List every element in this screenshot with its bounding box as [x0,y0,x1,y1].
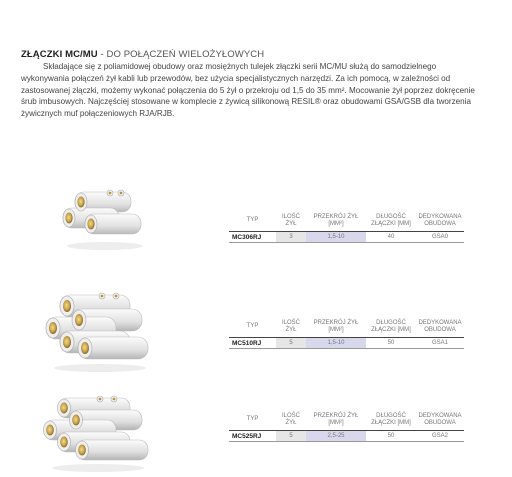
col-obudowa: DEDYKOWANA OBUDOWA [416,211,464,232]
wire-count: 3 [276,232,306,243]
spec-table-header [229,410,464,431]
heading-title: ZŁĄCZKI MC/MU [21,49,98,60]
wire-section: 1,5-10 [306,232,366,243]
col-ilosc: ILOŚĆ ŻYŁ [276,317,306,338]
connector-length: 40 [366,232,416,243]
product-image-mc306rj [55,180,150,255]
product-image-mc525rj [38,390,153,475]
spec-table-mc525rj [229,410,464,442]
col-ilosc: ILOŚĆ ŻYŁ [276,211,306,232]
product-code: MC306RJ [229,232,276,243]
col-dlugosc: DŁUGOŚĆ ZŁĄCZKI [MM] [366,410,416,431]
col-przekroj: PRZEKRÓJ ŻYŁ [MM²] [306,211,366,232]
col-dlugosc: DŁUGOŚĆ ZŁĄCZKI [MM] [366,317,416,338]
col-przekroj: PRZEKRÓJ ŻYŁ [MM²] [306,410,366,431]
wire-count: 5 [276,431,306,442]
spec-table-mc306rj [229,211,464,243]
product-image-mc510rj [38,285,153,375]
wire-section: 1,5-10 [306,338,366,349]
dedicated-housing: GSA2 [416,431,464,442]
product-code: MC525RJ [229,431,276,442]
col-obudowa: DEDYKOWANA OBUDOWA [416,410,464,431]
table-row [229,232,464,243]
col-obudowa: DEDYKOWANA OBUDOWA [416,317,464,338]
wire-count: 5 [276,338,306,349]
dedicated-housing: GSA0 [416,232,464,243]
table-row [229,431,464,442]
col-typ: TYP [229,410,276,431]
col-typ: TYP [229,317,276,338]
dedicated-housing: GSA1 [416,338,464,349]
connector-length: 50 [366,431,416,442]
col-dlugosc: DŁUGOŚĆ ZŁĄCZKI [MM] [366,211,416,232]
spec-table-mc510rj [229,317,464,349]
spec-table-header [229,211,464,232]
connector-length: 50 [366,338,416,349]
spec-table-header [229,317,464,338]
section-heading [21,49,264,60]
intro-paragraph: Składające się z poliamidowej obudowy oraz mosiężnych tulejek złączki serii MC/MU służą do samodzielnego wykonywania połączeń żył kabli lub przewodów, bez użycia specjalistycznych narzędzi. Za ich pomocą, w zależności od zastosowanej złączki, możemy wykonać połączenia do 5 żył o przekroju od 1,5 do 35 mm². Mocowanie żył poprzez dokręcenie śrub imbusowych. Najczęściej stosowane w komplecie z żywicą silikonową RESIL® oraz obudowami GSA/GSB dla tworzenia żywicznych muf połączeniowych RJA/RJB. [21,62,475,119]
col-przekroj: PRZEKRÓJ ŻYŁ [MM²] [306,317,366,338]
table-row [229,338,464,349]
col-ilosc: ILOŚĆ ŻYŁ [276,410,306,431]
wire-section: 2,5-25 [306,431,366,442]
col-typ: TYP [229,211,276,232]
product-code: MC510RJ [229,338,276,349]
heading-subtitle: - DO POŁĄCZEŃ WIELOŻYŁOWYCH [97,49,265,60]
